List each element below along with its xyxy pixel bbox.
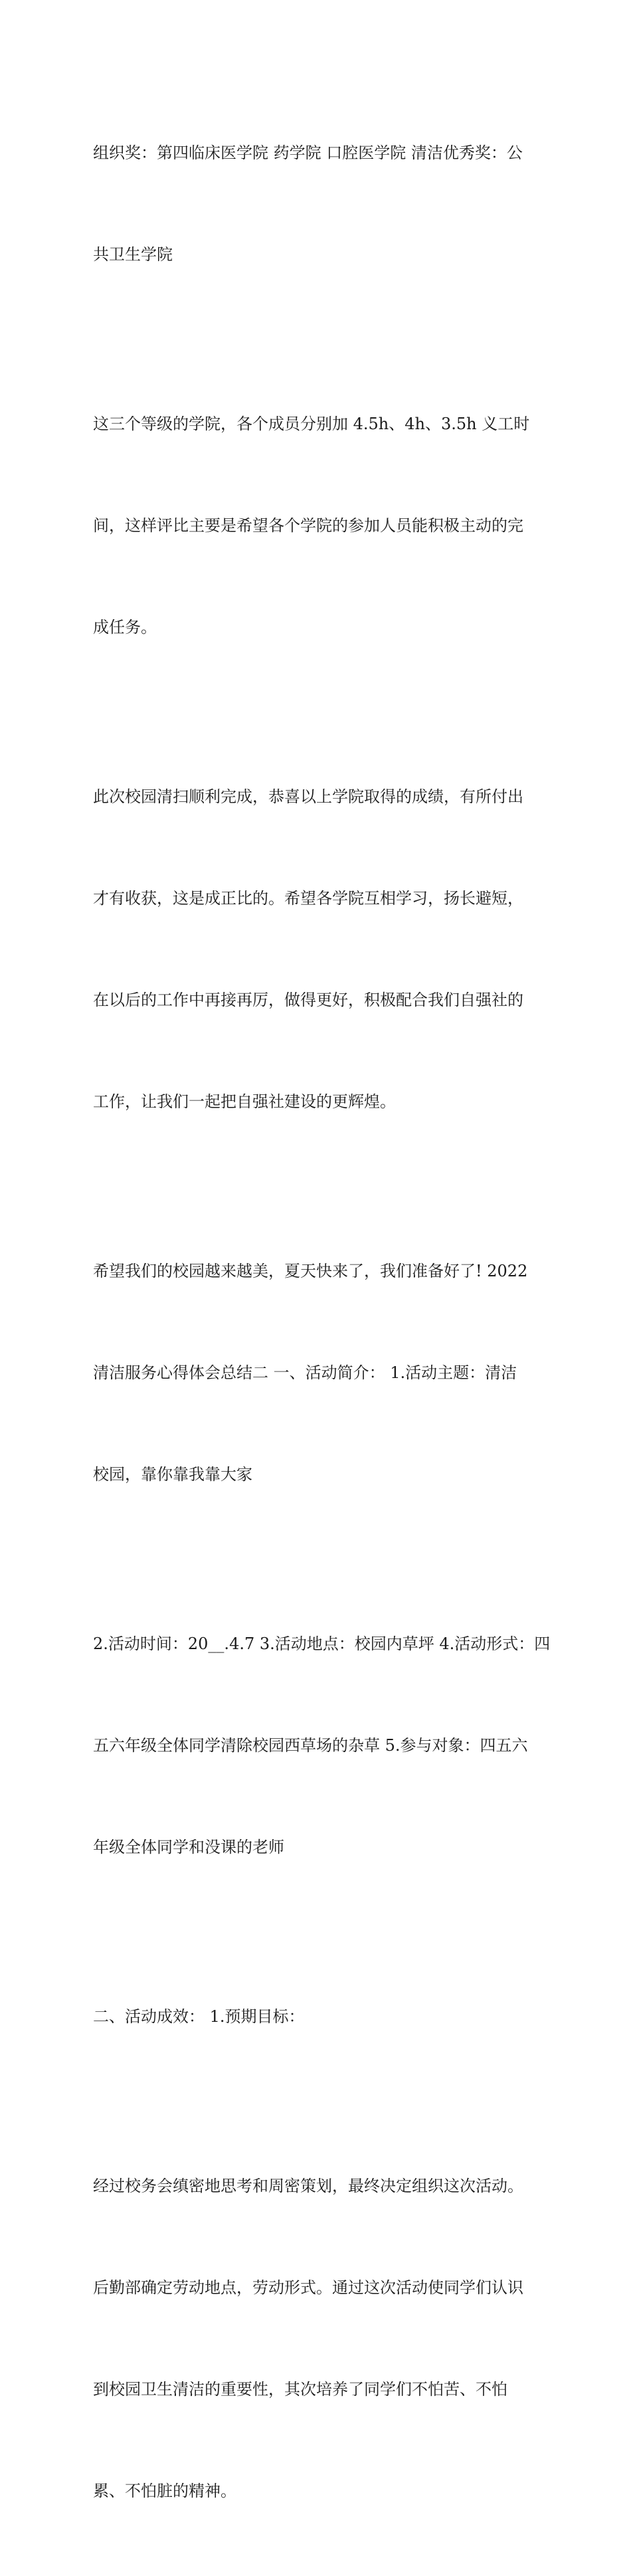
- text-line: 组织奖：第四临床医学院 药学院 口腔医学院 清洁优秀奖：公: [93, 144, 523, 162]
- text-line: 累、不怕脏的精神。: [93, 2482, 236, 2500]
- text-line: 成任务。: [93, 618, 157, 637]
- paragraph-goals: [93, 2102, 545, 2576]
- text-line: 2.活动时间：20__.4.7 3.活动地点：校园内草坪 4.活动形式：四: [93, 1635, 551, 1653]
- text-line: 这三个等级的学院，各个成员分别加 4.5h、4h、3.5h 义工时: [93, 415, 530, 433]
- text-line: 二、活动成效： 1.预期目标：: [93, 2007, 305, 2026]
- text-line: 工作，让我们一起把自强社建设的更辉煌。: [93, 1092, 396, 1111]
- paragraph-volunteer-hours: [93, 340, 545, 712]
- text-line: 共卫生学院: [93, 245, 173, 264]
- text-line: 间，这样评比主要是希望各个学院的参加人员能积极主动的完: [93, 516, 523, 535]
- text-line: 此次校园清扫顺利完成，恭喜以上学院取得的成绩，有所付出: [93, 787, 523, 806]
- text-line: 清洁服务心得体会总结二 一、活动简介： 1.活动主题：清洁: [93, 1363, 517, 1382]
- paragraph-awards: [93, 68, 545, 340]
- document-body: [93, 68, 551, 2576]
- paragraph-section-heading: [93, 1932, 545, 2102]
- text-line: 希望我们的校园越来越美，夏天快来了，我们准备好了! 2022: [93, 1262, 528, 1280]
- paragraph-activity-details: [93, 1559, 551, 1932]
- text-line: 校园，靠你靠我靠大家: [93, 1465, 252, 1484]
- text-line: 到校园卫生清洁的重要性，其次培养了同学们不怕苦、不怕: [93, 2380, 507, 2399]
- paragraph-summary-two-intro: [93, 1187, 545, 1559]
- text-line: 后勤部确定劳动地点，劳动形式。通过这次活动使同学们认识: [93, 2278, 523, 2297]
- text-line: 年级全体同学和没课的老师: [93, 1838, 284, 1856]
- text-line: 经过校务会缜密地思考和周密策划，最终决定组织这次活动。: [93, 2177, 523, 2195]
- text-line: 在以后的工作中再接再厉，做得更好，积极配合我们自强社的: [93, 991, 523, 1009]
- paragraph-congratulations: [93, 712, 545, 1187]
- text-line: 五六年级全体同学清除校园西草场的杂草 5.参与对象：四五六: [93, 1736, 528, 1755]
- text-line: 才有收获，这是成正比的。希望各学院互相学习，扬长避短，: [93, 889, 523, 908]
